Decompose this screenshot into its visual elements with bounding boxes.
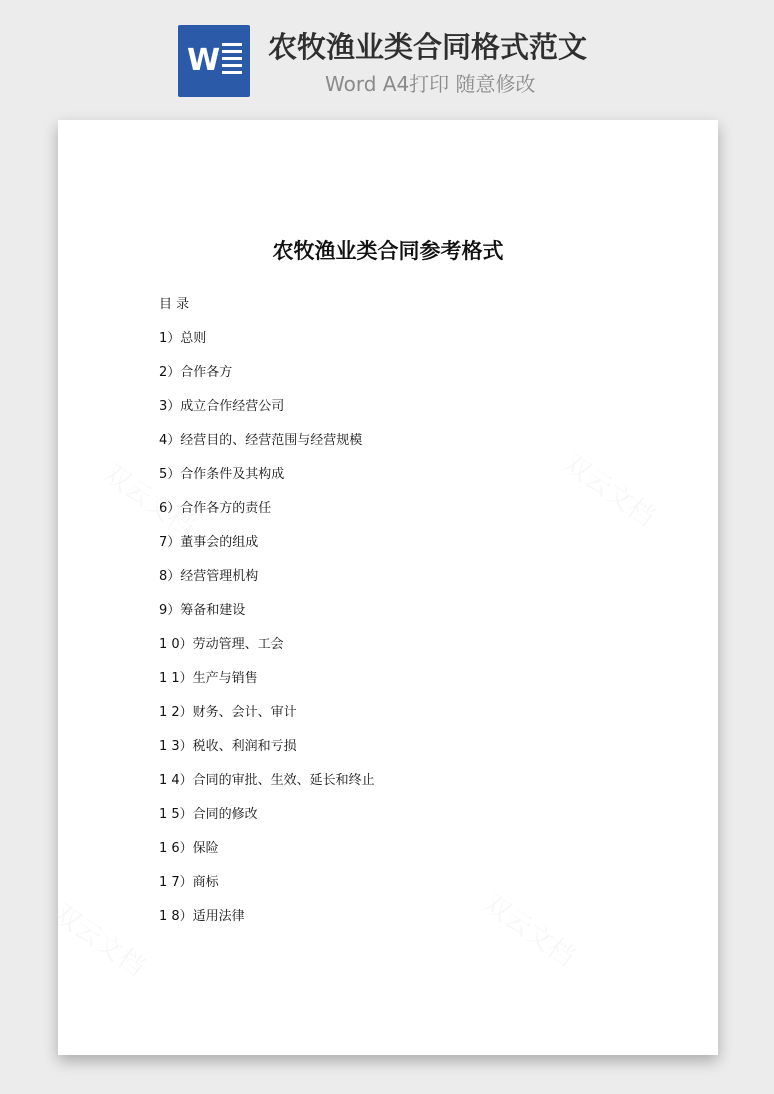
toc-item: 1 0）劳动管理、工会 bbox=[159, 637, 284, 652]
banner-subtitle: Word A4打印 随意修改 bbox=[325, 72, 536, 96]
word-logo-lines bbox=[222, 43, 242, 78]
toc-item: 9）筹备和建设 bbox=[159, 603, 246, 618]
toc-item: 1 2）财务、会计、审计 bbox=[159, 705, 297, 720]
toc-item: 1 4）合同的审批、生效、延长和终止 bbox=[159, 773, 375, 788]
banner-title: 农牧渔业类合同格式范文 bbox=[268, 30, 588, 64]
toc-item: 3）成立合作经营公司 bbox=[159, 399, 285, 414]
toc-item: 1 3）税收、利润和亏损 bbox=[159, 739, 297, 754]
document-page bbox=[58, 120, 718, 1055]
toc-item: 1）总则 bbox=[159, 331, 207, 346]
word-logo-letter: W bbox=[187, 43, 221, 78]
document-title: 农牧渔业类合同参考格式 bbox=[272, 239, 504, 263]
header bbox=[0, 0, 774, 110]
toc-heading: 目 录 bbox=[159, 297, 190, 312]
toc-item: 4）经营目的、经营范围与经营规模 bbox=[159, 433, 363, 448]
word-logo-icon bbox=[178, 25, 250, 97]
toc-item: 6）合作各方的责任 bbox=[159, 501, 272, 516]
toc-list bbox=[159, 330, 375, 942]
toc-item: 5）合作条件及其构成 bbox=[159, 467, 285, 482]
toc-item: 2）合作各方 bbox=[159, 365, 233, 380]
watermark bbox=[58, 894, 153, 984]
toc-item: 1 6）保险 bbox=[159, 841, 219, 856]
watermark bbox=[557, 444, 663, 534]
watermark bbox=[477, 884, 583, 974]
toc-item: 1 8）适用法律 bbox=[159, 909, 245, 924]
toc-item: 1 5）合同的修改 bbox=[159, 807, 258, 822]
toc-item: 7）董事会的组成 bbox=[159, 535, 259, 550]
toc-item: 8）经营管理机构 bbox=[159, 569, 259, 584]
toc-item: 1 1）生产与销售 bbox=[159, 671, 258, 686]
toc-item: 1 7）商标 bbox=[159, 875, 219, 890]
